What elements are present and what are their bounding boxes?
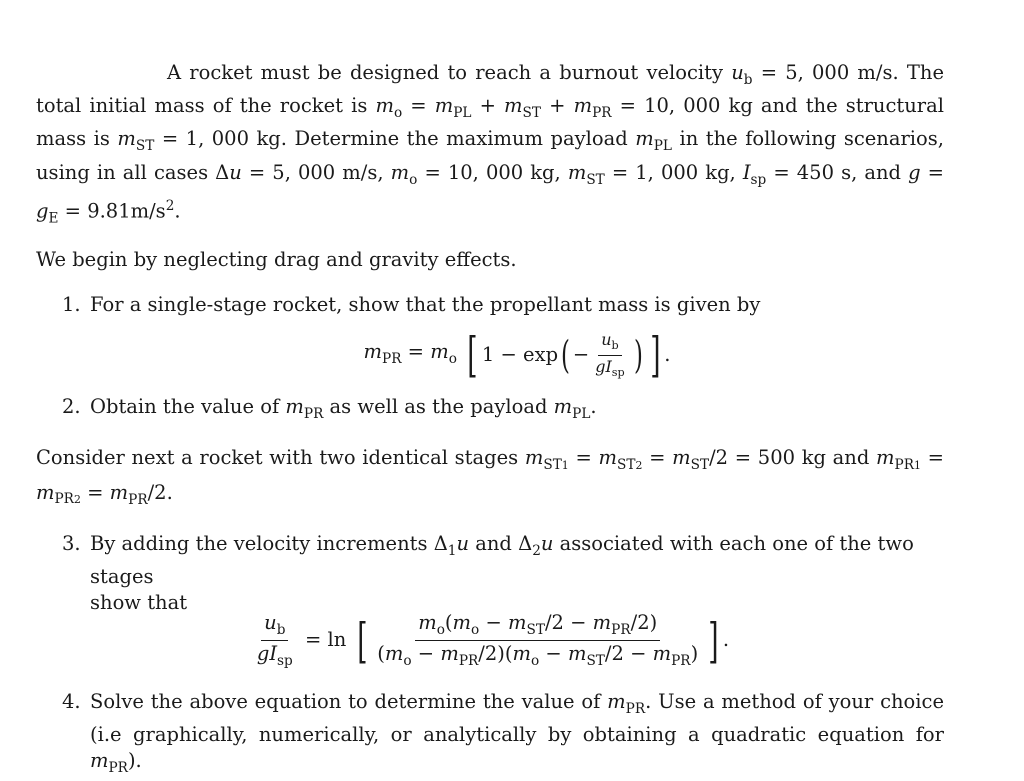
item-number: 1.	[62, 292, 81, 316]
intro-paragraph: A rocket must be designed to reach a burnout velocity $u_b = 5$, 000 m/s. The total initial mass of the rocket is $m_o = m_{PL} + m_{ST} + m_{PR} = 10$, 000 kg and the structural mass is $m_{ST} = 1$, 000 kg. Determine the maximum payload $m_{PL}$ in the following scenarios, using in all cases Δu = 5, 000 m/s, $m_o = 10$, 000 kg, $m_{ST} = 1$, 000 kg, $I_{sp} = 450$ s, and $g = g_E = 9.81m/s^2$.	[36, 61, 945, 226]
item-text: associated with each one of the two stages	[90, 531, 914, 588]
item-text: By adding the velocity increments Δ	[90, 531, 448, 555]
two-stage-text: = 500 kg and	[728, 446, 877, 470]
two-stage-text: /2.	[147, 480, 173, 504]
intro-text: A rocket must be designed to reach a burnout velocity	[167, 61, 732, 84]
intro-text: = 450 s, and	[766, 160, 909, 184]
intro-text: = 1, 000 kg. Determine the maximum payload	[154, 127, 636, 151]
equation-two-stage: $\frac{u_b}{gI_{sp}}$ = ln [ $\frac{m_o(m_o - m_{ST}/2 - m_{PR}/2)}{(m_o - m_{PR}/2)(m_o - m_{ST}/2 - m_{PR})}$ ] .	[256, 610, 730, 669]
intro-text: = 10, 000 kg,	[417, 160, 568, 184]
intro-text: .	[174, 199, 181, 223]
item-text: For a single-stage rocket, show that the propellant mass is given by	[90, 292, 761, 316]
neglect-sentence: We begin by neglecting drag and gravity effects.	[36, 248, 517, 272]
item-number: 3.	[62, 531, 81, 555]
intro-text: = 5, 000 m/s. The total initial mass of the rocket is	[36, 61, 944, 118]
item-number: 2.	[62, 395, 81, 419]
two-stage-text: Consider next a rocket with two identical stages	[36, 446, 525, 470]
intro-text: = 1, 000 kg,	[604, 160, 743, 184]
two-stage-paragraph: Consider next a rocket with two identical stages $m_{ST1} = m_{ST2} = m_{ST}/2 = 500$ kg and $m_{PR1} = m_{PR2} = m_{PR}/2$.	[36, 446, 944, 508]
item-text: and Δ	[469, 531, 533, 555]
item-text: .	[590, 395, 597, 419]
item-2: 2. Obtain the value of $m_{PR}$ as well as the payload $m_{PL}$.	[62, 395, 597, 422]
item-text: Solve the above equation to determine the value of	[90, 689, 608, 713]
equation-text: 1 − exp	[481, 342, 559, 366]
item-text: . Use a method of your choice (i.e graphically, numerically, or analytically by obtaining a quadratic equation for	[90, 689, 944, 746]
item-number: 4.	[62, 689, 81, 713]
intro-text: in the following scenarios, using in all cases Δ	[36, 127, 944, 184]
item-1	[36, 292, 944, 318]
equation-propellant-mass: $m_{PR} = m_o$ [ 1 − exp ( − $\frac{u_b}{gI_{sp}}$ ) ] .	[363, 327, 671, 384]
item-3: 3. By adding the velocity increments $\Delta_1u$ and $\Delta_2u$ associated with each one of the two stages show that	[62, 531, 914, 615]
item-4: 4. Solve the above equation to determine the value of $m_{PR}$. Use a method of your choice (i.e graphically, numerically, or analytically by obtaining a quadratic equation for $m_{PR}$).	[62, 689, 944, 777]
item-text: as well as the payload	[323, 395, 554, 419]
item-text: show that	[90, 591, 188, 615]
item-text: Obtain the value of	[90, 395, 286, 419]
intro-text: = 5, 000 m/s,	[241, 160, 391, 184]
intro-text: = 10, 000 kg and the structural mass is	[36, 94, 944, 151]
intro-text: = 9.81m/s	[58, 199, 166, 223]
problem-statement	[36, 60, 944, 781]
item-text: ).	[127, 749, 142, 773]
